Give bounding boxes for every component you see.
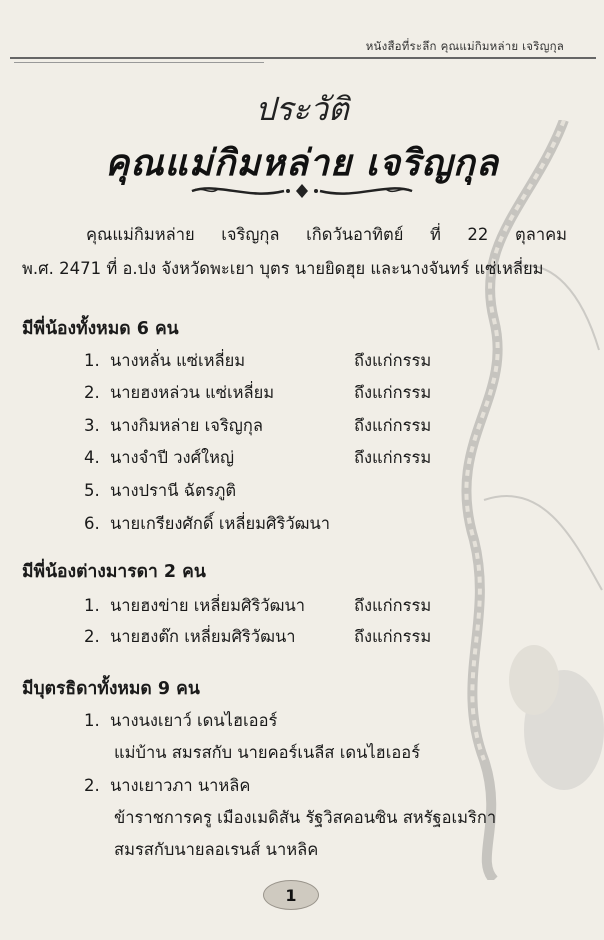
item-number: 2. bbox=[84, 627, 100, 646]
item-number: 6. bbox=[84, 514, 100, 533]
item-status: ถึงแก่กรรม bbox=[354, 351, 432, 370]
item-number: 1. bbox=[84, 711, 100, 730]
list-item bbox=[84, 624, 432, 650]
item-name: นายฮงข่าย เหลี่ยมศิริวัฒนา bbox=[110, 596, 306, 615]
item-name: นางนงเยาว์ เดนไฮเออร์ bbox=[110, 711, 278, 730]
item-status: ถึงแก่กรรม bbox=[354, 383, 432, 402]
item-name: นายฮงหล่วน แซ่เหลี่ยม bbox=[110, 383, 275, 402]
page-number: 1 bbox=[263, 880, 319, 910]
item-detail: ข้าราชการครู เมืองเมดิสัน รัฐวิสคอนซิน สหรัฐอเมริกา bbox=[114, 808, 497, 827]
intro-paragraph bbox=[22, 218, 567, 286]
item-name: นางหลั่น แซ่เหลี่ยม bbox=[110, 351, 246, 370]
intro-line-2: พ.ศ. 2471 ที่ อ.ปง จังหวัดพะเยา บุตร นายยิดฮุย และนางจันทร์ แซ่เหลี่ยม bbox=[22, 259, 544, 278]
list-item bbox=[84, 478, 236, 504]
item-name: นางเยาวภา นาหลิค bbox=[110, 776, 251, 795]
page-title-biography: ประวัติ bbox=[255, 90, 349, 128]
item-number: 5. bbox=[84, 481, 100, 500]
item-name: นางกิมหล่าย เจริญกุล bbox=[110, 416, 263, 435]
item-number: 1. bbox=[84, 596, 100, 615]
item-status: ถึงแก่กรรม bbox=[354, 596, 432, 615]
item-number: 2. bbox=[84, 383, 100, 402]
list-item bbox=[84, 773, 250, 799]
list-item bbox=[84, 445, 432, 471]
siblings-heading: มีพี่น้องทั้งหมด 6 คน bbox=[22, 319, 179, 339]
list-item bbox=[84, 593, 432, 619]
item-name: นางจำปี วงศ์ใหญ่ bbox=[110, 448, 235, 467]
item-status: ถึงแก่กรรม bbox=[354, 627, 432, 646]
header-rule-thin bbox=[14, 62, 264, 63]
item-number: 2. bbox=[84, 776, 100, 795]
list-item bbox=[84, 413, 432, 439]
item-number: 3. bbox=[84, 416, 100, 435]
item-name: นายเกรียงศักดิ์ เหลี่ยมศิริวัฒนา bbox=[110, 514, 331, 533]
item-detail: สมรสกับนายลอเรนส์ นาหลิค bbox=[114, 840, 319, 859]
item-status: ถึงแก่กรรม bbox=[354, 448, 432, 467]
item-detail: แม่บ้าน สมรสกับ นายคอร์เนลีส เดนไฮเออร์ bbox=[114, 743, 421, 762]
decorative-divider-ornament bbox=[188, 178, 416, 204]
children-heading: มีบุตรธิดาทั้งหมด 9 คน bbox=[22, 679, 200, 699]
item-status: ถึงแก่กรรม bbox=[354, 416, 432, 435]
list-item bbox=[84, 708, 277, 734]
item-number: 1. bbox=[84, 351, 100, 370]
item-name: นางปรานี ฉัตรภูติ bbox=[110, 481, 237, 500]
item-name: นายฮงต๊ก เหลี่ยมศิริวัฒนา bbox=[110, 627, 296, 646]
item-number: 4. bbox=[84, 448, 100, 467]
list-item bbox=[84, 348, 432, 374]
list-item bbox=[84, 380, 432, 406]
running-header: หนังสือที่ระลึก คุณแม่กิมหล่าย เจริญกุล bbox=[365, 39, 564, 53]
list-item bbox=[84, 511, 330, 537]
half-siblings-heading: มีพี่น้องต่างมารดา 2 คน bbox=[22, 562, 206, 582]
header-rule bbox=[10, 57, 596, 59]
intro-line-1: คุณแม่กิมหล่าย เจริญกุล เกิดวันอาทิตย์ ที่ 22 ตุลาคม bbox=[86, 225, 567, 244]
page-title-name: คุณแม่กิมหล่าย เจริญกุล bbox=[105, 142, 499, 184]
